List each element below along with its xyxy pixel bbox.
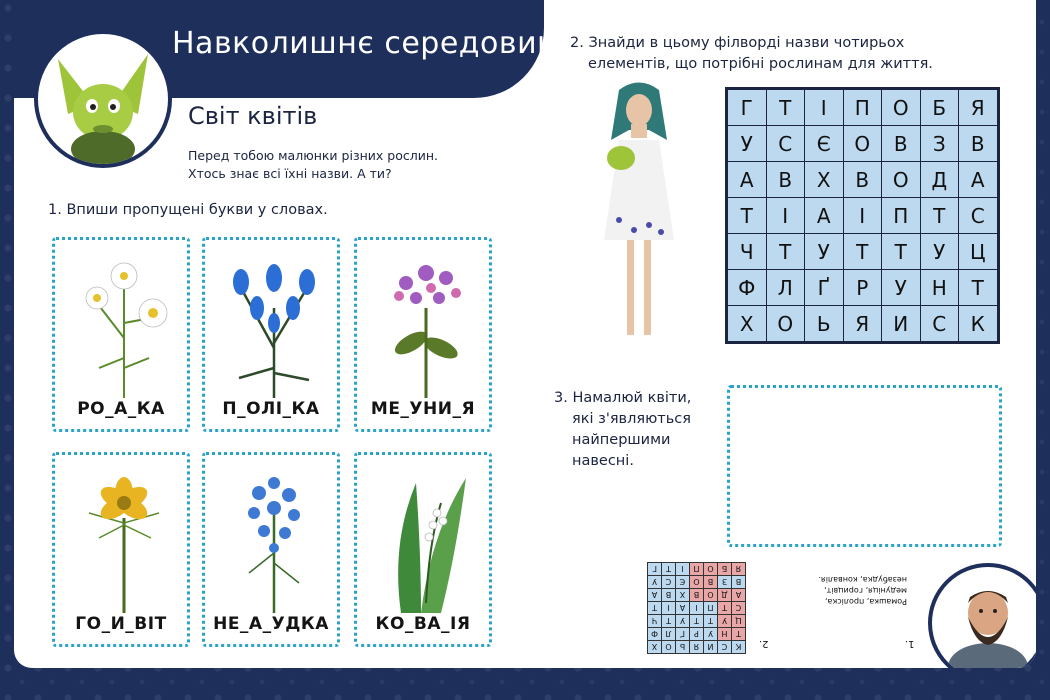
task-2-line: елементів, що потрібні рослинам для життя.	[588, 56, 933, 72]
wordsearch-cell[interactable]: Ґ	[805, 270, 843, 305]
wordsearch-cell[interactable]: О	[882, 90, 920, 125]
wordsearch-cell[interactable]: Г	[728, 90, 766, 125]
wordsearch-cell[interactable]: І	[767, 198, 805, 233]
answer-mini-cell: О	[704, 589, 717, 601]
answer-mini-cell: У	[648, 576, 661, 588]
wordsearch-cell[interactable]: Л	[767, 270, 805, 305]
wordsearch-cell[interactable]: Д	[921, 162, 959, 197]
wordsearch-cell[interactable]: В	[959, 126, 997, 161]
task-3-instruction	[554, 388, 691, 472]
wordsearch-cell[interactable]: Я	[959, 90, 997, 125]
wordsearch-cell[interactable]: Т	[728, 198, 766, 233]
wordsearch-cell[interactable]: У	[728, 126, 766, 161]
wordsearch-cell[interactable]: А	[728, 162, 766, 197]
wordsearch-cell[interactable]: Я	[844, 306, 882, 341]
answer-mini-cell: У	[704, 628, 717, 640]
wordsearch-cell[interactable]: Т	[882, 234, 920, 269]
wordsearch-cell[interactable]: І	[844, 198, 882, 233]
answer-mini-cell: Т	[718, 602, 731, 614]
flower-card-forget-me-not	[202, 452, 340, 647]
answer-mini-cell: Л	[662, 628, 675, 640]
answer-mini-cell: О	[662, 641, 675, 653]
task-3-line: 3. Намалюй квіти,	[554, 390, 692, 406]
wordsearch-cell[interactable]: Ч	[728, 234, 766, 269]
girl-character	[579, 80, 699, 350]
answer-mini-cell: В	[662, 589, 675, 601]
card-word: КО_ВА_ІЯ	[375, 614, 471, 634]
answer-mini-cell: Т	[662, 615, 675, 627]
flower-card-lily-of-the-valley	[354, 452, 492, 647]
wordsearch-cell[interactable]: Б	[921, 90, 959, 125]
wordsearch-cell[interactable]: Ф	[728, 270, 766, 305]
wordsearch-cell[interactable]: Х	[805, 162, 843, 197]
answer-mini-cell: В	[704, 576, 717, 588]
answer-mini-cell: Т	[704, 615, 717, 627]
wordsearch-cell[interactable]: Р	[844, 270, 882, 305]
wordsearch-cell[interactable]: У	[882, 270, 920, 305]
answer-mini-cell: А	[676, 602, 689, 614]
green-creature-icon	[38, 34, 168, 164]
answer-mini-cell: І	[662, 602, 675, 614]
task-2-line: 2. Знайди в цьому філворді назви чотирьох	[570, 35, 905, 51]
answer-mini-cell: В	[690, 589, 703, 601]
answer-mini-cell: Ч	[648, 615, 661, 627]
answer-number: 1.	[905, 638, 915, 649]
card-word: МЕ_УНИ_Я	[370, 399, 476, 419]
flower-card-adonis	[52, 452, 190, 647]
answer-mini-cell: П	[704, 602, 717, 614]
answer-mini-cell: И	[704, 641, 717, 653]
wordsearch-cell[interactable]: Т	[921, 198, 959, 233]
answer-mini-cell: Н	[718, 628, 731, 640]
wordsearch-cell[interactable]: П	[882, 198, 920, 233]
answer-mini-cell: Т	[732, 628, 745, 640]
workbook-page	[14, 0, 1036, 668]
wordsearch-cell[interactable]: С	[767, 126, 805, 161]
wordsearch-cell[interactable]: У	[921, 234, 959, 269]
answer-line: незабудка, конвалiя.	[818, 575, 907, 584]
section-subtitle: Світ квітів	[188, 102, 318, 130]
answer-mini-cell: І	[676, 563, 689, 575]
wordsearch-cell[interactable]: В	[882, 126, 920, 161]
answer-mini-cell: Т	[662, 563, 675, 575]
answer-mini-cell: Ф	[648, 628, 661, 640]
card-word: РО_А_КА	[77, 399, 165, 419]
lungwort-icon	[371, 248, 481, 398]
answer-mini-cell: Б	[718, 563, 731, 575]
answer-mini-cell: К	[732, 641, 745, 653]
answer-mini-cell: Т	[690, 615, 703, 627]
answers-block	[647, 562, 917, 658]
lily-of-the-valley-icon	[371, 463, 481, 613]
answer-mini-cell: І	[690, 602, 703, 614]
answer-mini-cell: С	[732, 602, 745, 614]
wordsearch-cell[interactable]: В	[767, 162, 805, 197]
answer-number: 2.	[759, 638, 769, 649]
answer-mini-cell: П	[690, 563, 703, 575]
wordsearch-cell[interactable]: П	[844, 90, 882, 125]
answer-text	[795, 574, 907, 607]
wordsearch-cell[interactable]: Т	[767, 234, 805, 269]
answer-mini-cell: Х	[648, 641, 661, 653]
wordsearch-cell[interactable]: Ь	[805, 306, 843, 341]
wordsearch-cell[interactable]: Ц	[959, 234, 997, 269]
wordsearch-cell[interactable]: С	[921, 306, 959, 341]
wordsearch-cell[interactable]: І	[805, 90, 843, 125]
card-word: П_ОЛІ_КА	[222, 399, 320, 419]
wordsearch-cell[interactable]: Т	[767, 90, 805, 125]
wordsearch-cell[interactable]: Х	[728, 306, 766, 341]
mascot-portrait	[34, 30, 172, 168]
answer-line: медунiця, горицвiт,	[824, 586, 907, 595]
wordsearch-grid	[725, 87, 1000, 344]
flower-card-bluebell	[202, 237, 340, 432]
wordsearch-cell[interactable]: И	[882, 306, 920, 341]
answer-mini-cell: Т	[648, 602, 661, 614]
answer-mini-grid	[647, 562, 746, 654]
answer-mini-cell: У	[676, 615, 689, 627]
answer-mini-cell: Є	[676, 576, 689, 588]
drawing-area[interactable]	[727, 385, 1002, 547]
wordsearch-cell[interactable]: Є	[805, 126, 843, 161]
flower-card-lungwort	[354, 237, 492, 432]
page-title: Навколишнє середовище	[172, 26, 585, 61]
answer-mini-cell: В	[732, 576, 745, 588]
answer-mini-cell: О	[690, 576, 703, 588]
wordsearch-cell[interactable]: З	[921, 126, 959, 161]
adonis-icon	[69, 463, 179, 613]
task-3-line: найпершими	[572, 432, 671, 448]
farmer-portrait	[928, 563, 1036, 668]
wordsearch-cell[interactable]: О	[882, 162, 920, 197]
wordsearch-cell[interactable]: Т	[959, 270, 997, 305]
wordsearch-cell[interactable]: А	[959, 162, 997, 197]
intro-line: Перед тобою малюнки різних рослин.	[188, 148, 438, 163]
wordsearch-cell[interactable]: Т	[844, 234, 882, 269]
answer-mini-cell: Я	[732, 563, 745, 575]
section-intro	[188, 147, 438, 183]
answer-mini-cell: А	[648, 589, 661, 601]
task-1-instruction: 1. Впиши пропущені букви у словах.	[48, 202, 328, 218]
wordsearch-cell[interactable]: У	[805, 234, 843, 269]
forget-me-not-icon	[219, 463, 329, 613]
wordsearch-cell[interactable]: О	[844, 126, 882, 161]
wordsearch-cell[interactable]: К	[959, 306, 997, 341]
answer-mini-cell: Г	[648, 563, 661, 575]
answer-mini-cell: Д	[718, 589, 731, 601]
answer-mini-cell: С	[718, 641, 731, 653]
flower-card-daisy	[52, 237, 190, 432]
bearded-man-icon	[932, 567, 1036, 668]
wordsearch-cell[interactable]: А	[805, 198, 843, 233]
daisy-icon	[69, 248, 179, 398]
task-2-instruction	[570, 33, 933, 75]
answer-line: Ромашка, пролiска,	[824, 597, 907, 606]
card-word: ГО_И_ВІТ	[75, 614, 167, 634]
answer-mini-cell: А	[732, 589, 745, 601]
answer-mini-cell: С	[662, 576, 675, 588]
answer-mini-cell: Ґ	[676, 628, 689, 640]
wordsearch-cell[interactable]: В	[844, 162, 882, 197]
bluebell-icon	[219, 248, 329, 398]
girl-with-creature-icon	[579, 80, 699, 350]
intro-line: Хтось знає всі їхні назви. А ти?	[188, 166, 392, 181]
wordsearch-cell[interactable]: С	[959, 198, 997, 233]
answer-mini-cell: Ц	[732, 615, 745, 627]
answer-mini-cell: Р	[690, 628, 703, 640]
wordsearch-cell[interactable]: О	[767, 306, 805, 341]
answer-mini-cell: Ь	[676, 641, 689, 653]
answer-mini-cell: Я	[690, 641, 703, 653]
answer-mini-cell: У	[718, 615, 731, 627]
wordsearch-cell[interactable]: Н	[921, 270, 959, 305]
card-word: НЕ_А_УДКА	[213, 614, 329, 634]
task-3-line: навесні.	[572, 453, 634, 469]
task-3-line: які з'являються	[572, 411, 691, 427]
answer-mini-cell: Х	[676, 589, 689, 601]
answer-mini-cell: З	[718, 576, 731, 588]
answer-mini-cell: О	[704, 563, 717, 575]
